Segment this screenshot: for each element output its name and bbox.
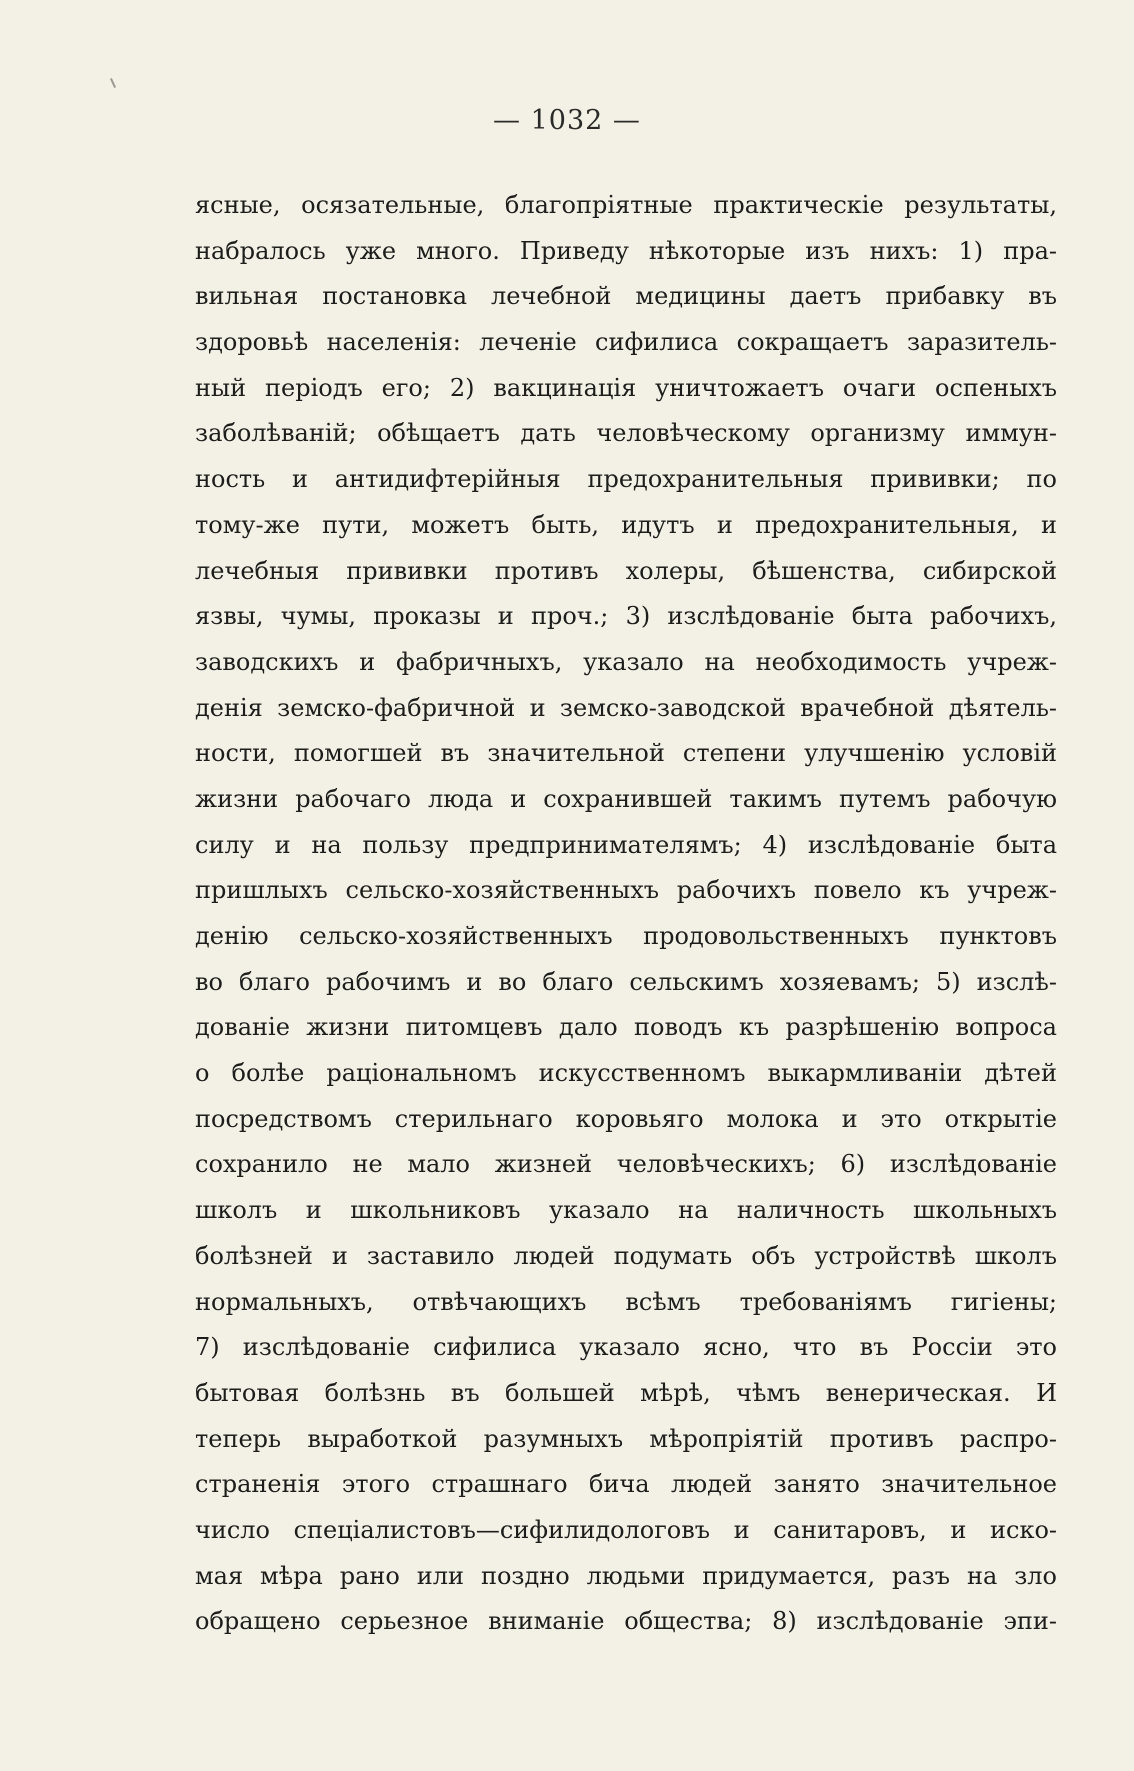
text-line: здоровьѣ населенія: леченіе сифилиса сокращаетъ заразитель- (195, 328, 1057, 357)
text-line: мая мѣра рано или поздно людьми придумается, разъ на зло (195, 1561, 1057, 1590)
text-line: теперь выработкой разумныхъ мѣропріятій противъ распро- (195, 1424, 1057, 1453)
text-line: болѣзней и заставило людей подумать объ устройствѣ школъ (195, 1241, 1057, 1270)
text-line: ность и антидифтерійныя предохранительныя прививки; по (195, 465, 1057, 494)
text-line: силу и на пользу предпринимателямъ; 4) изслѣдованіе быта (195, 830, 1057, 859)
text-line: ный періодъ его; 2) вакцинація уничтожаетъ очаги оспеныхъ (195, 373, 1057, 402)
text-line: язвы, чумы, проказы и проч.; 3) изслѣдованіе быта рабочихъ, (195, 602, 1057, 631)
text-line: пришлыхъ сельско-хозяйственныхъ рабочихъ повело къ учреж- (195, 876, 1057, 905)
paper-blemish (110, 78, 116, 88)
text-line: ясные, осязательные, благопріятные практическіе результаты, (195, 191, 1057, 219)
text-line: школъ и школьниковъ указало на наличность школьныхъ (195, 1196, 1057, 1225)
text-line: набралось уже много. Приведу нѣкоторые изъ нихъ: 1) пра- (195, 236, 1057, 265)
text-line: нормальныхъ, отвѣчающихъ всѣмъ требованіямъ гигіены; (195, 1287, 1057, 1316)
page-number: — 1032 — (493, 105, 641, 136)
text-line: заболѣваній; обѣщаетъ дать человѣческому организму иммун- (195, 419, 1057, 448)
text-line: тому-же пути, можетъ быть, идутъ и предохранительныя, и (195, 510, 1057, 539)
text-line: посредствомъ стерильнаго коровьяго молока и это открытіе (195, 1104, 1057, 1133)
text-line: во благо рабочимъ и во благо сельскимъ хозяевамъ; 5) изслѣ- (195, 967, 1057, 996)
text-line: заводскихъ и фабричныхъ, указало на необходимость учреж- (195, 647, 1057, 676)
text-line: обращено серьезное вниманіе общества; 8) изслѣдованіе эпи- (195, 1607, 1057, 1636)
text-line: лечебныя прививки противъ холеры, бѣшенства, сибирской (195, 556, 1057, 585)
text-line: ности, помогшей въ значительной степени улучшенію условій (195, 739, 1057, 768)
text-line: денія земско-фабричной и земско-заводской врачебной дѣятель- (195, 693, 1057, 722)
text-line: число спеціалистовъ—сифилидологовъ и санитаровъ, и иско- (195, 1515, 1057, 1544)
text-line: бытовая болѣзнь въ большей мѣрѣ, чѣмъ венерическая. И (195, 1378, 1057, 1407)
text-line: дованіе жизни питомцевъ дало поводъ къ разрѣшенію вопроса (195, 1013, 1057, 1042)
text-line: сохранило не мало жизней человѣческихъ; 6) изслѣдованіе (195, 1150, 1057, 1179)
text-line: 7) изслѣдованіе сифилиса указало ясно, что въ Россіи это (195, 1333, 1057, 1362)
text-line: жизни рабочаго люда и сохранившей такимъ путемъ рабочую (195, 784, 1057, 813)
text-line: денію сельско-хозяйственныхъ продовольственныхъ пунктовъ (195, 922, 1057, 950)
body-text (195, 183, 1057, 1645)
text-line: страненія этого страшнаго бича людей занято значительное (195, 1470, 1057, 1499)
text-line: о болѣе раціональномъ искусственномъ выкармливаніи дѣтей (195, 1059, 1057, 1088)
text-line: вильная постановка лечебной медицины даетъ прибавку въ (195, 282, 1057, 311)
